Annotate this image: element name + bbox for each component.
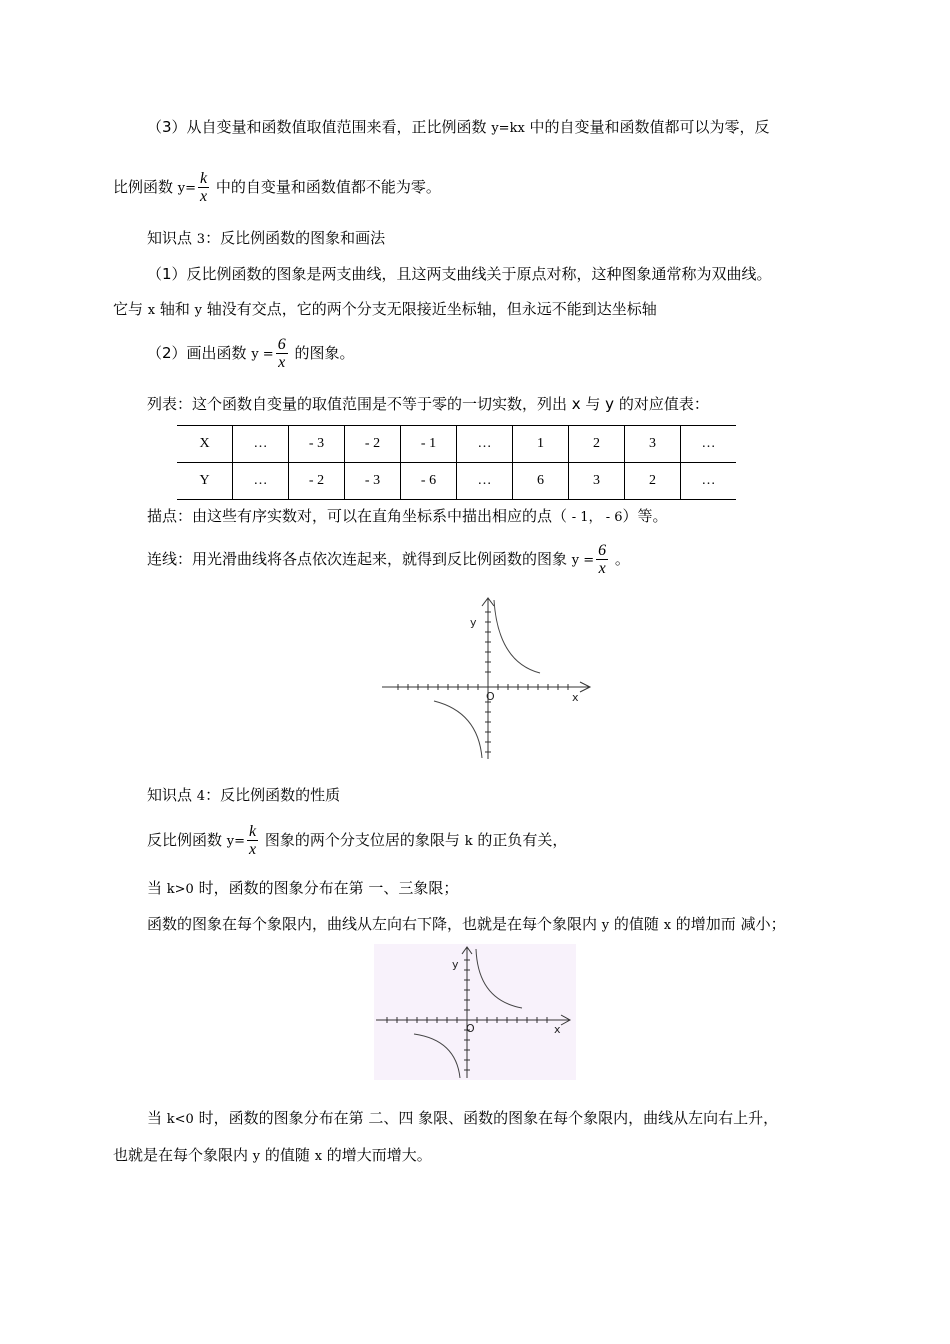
text: 比例函数 xyxy=(113,178,178,196)
origin-label: O xyxy=(486,690,495,703)
table-cell: 6 xyxy=(513,463,569,500)
fraction-denominator: x xyxy=(596,559,608,577)
hyperbola-graph-2 xyxy=(374,944,576,1080)
var-y: y xyxy=(601,918,610,933)
text: 的正负有关， xyxy=(472,831,568,849)
condition-k-lt-0: k<0 xyxy=(166,1112,194,1127)
table-cell: - 3 xyxy=(345,463,401,500)
text: （3）从自变量和函数值取值范围来看，正比例函数 xyxy=(147,118,492,136)
text: 轴和 xyxy=(155,300,195,318)
var-y: y xyxy=(252,1149,261,1164)
fraction-numerator: k xyxy=(200,170,208,187)
formula-y: y= xyxy=(226,834,246,849)
table-cell: … xyxy=(233,463,289,500)
paragraph-increasing xyxy=(113,1145,432,1167)
fraction-k-over-x xyxy=(198,170,209,205)
fraction-numerator: 6 xyxy=(598,542,607,559)
table-cell: 2 xyxy=(569,426,625,463)
knowledge-point-4-heading xyxy=(147,785,340,807)
text: 中的自变量和函数值都不能为零。 xyxy=(211,178,441,196)
paragraph-1-hyperbola: （1）反比例函数的图象是两支曲线，且这两支曲线关于原点对称，这种图象通常称为双曲线。 xyxy=(147,265,772,283)
fraction-k-over-x xyxy=(247,823,258,858)
paragraph-3-line1 xyxy=(147,117,770,139)
hyperbola-branch-q3 xyxy=(434,701,482,758)
formula-y: y= xyxy=(177,181,197,196)
graph-background xyxy=(374,944,576,1080)
text: 知识点 xyxy=(147,786,197,804)
paragraph-k-positive xyxy=(147,878,458,900)
text: 知识点 xyxy=(147,229,197,247)
text: （2）画出函数 xyxy=(147,344,252,362)
table-cell: … xyxy=(457,426,513,463)
point-coords: - 1， - 6 xyxy=(571,510,623,525)
paragraph-1-hyperbola-cont xyxy=(113,299,657,321)
paragraph-k-negative xyxy=(147,1108,778,1130)
text: 中的自变量和函数值都可以为零，反 xyxy=(524,118,770,136)
table-cell: - 6 xyxy=(401,463,457,500)
knowledge-point-3-heading xyxy=(147,228,385,250)
hyperbola-graph-1 xyxy=(380,594,595,762)
text: 函数的图象在每个象限内，曲线从左向右下降，也就是在每个象限内 xyxy=(147,915,602,933)
table-cell: 3 xyxy=(625,426,681,463)
var-x: x xyxy=(147,303,156,318)
paragraph-2-draw xyxy=(147,330,354,378)
paragraph-list-table: 列表：这个函数自变量的取值范围是不等于零的一切实数，列出 x 与 y 的对应值表： xyxy=(147,395,709,413)
table-cell: 1 xyxy=(513,426,569,463)
text: 的增加而 减小； xyxy=(671,915,786,933)
table-cell: … xyxy=(681,426,737,463)
text: 轴没有交点，它的两个分支无限接近坐标轴，但永远不能到达坐标轴 xyxy=(202,300,657,318)
var-y: y xyxy=(194,303,203,318)
condition-k-gt-0: k>0 xyxy=(166,882,194,897)
text: 时，函数的图象分布在第 一、三象限； xyxy=(193,879,459,897)
paragraph-decreasing xyxy=(147,914,786,936)
text: 也就是在每个象限内 xyxy=(113,1146,253,1164)
x-axis-label: x xyxy=(554,1023,561,1036)
paragraph-plot-points xyxy=(147,506,668,528)
text: 。 xyxy=(610,550,630,568)
table-cell: - 2 xyxy=(345,426,401,463)
var-k: k xyxy=(464,834,473,849)
x-axis-label: x xyxy=(572,691,579,704)
formula-y: y = xyxy=(251,347,274,362)
fraction-denominator: x xyxy=(276,353,288,371)
text: 的图象。 xyxy=(289,344,355,362)
table-cell: - 1 xyxy=(401,426,457,463)
fraction-numerator: 6 xyxy=(277,336,286,353)
text: 连线：用光滑曲线将各点依次连起来，就得到反比例函数的图象 xyxy=(147,550,572,568)
fraction-numerator: k xyxy=(249,823,257,840)
var-x: x xyxy=(663,918,672,933)
text: 当 xyxy=(147,1109,167,1127)
table-cell: - 2 xyxy=(289,463,345,500)
fraction-6-over-x xyxy=(276,336,288,371)
text: 的值随 xyxy=(260,1146,315,1164)
text: 反比例函数 xyxy=(147,831,227,849)
y-axis-label: y xyxy=(452,958,459,971)
table-cell: … xyxy=(233,426,289,463)
fraction-denominator: x xyxy=(200,188,208,205)
hyperbola-branch-q1 xyxy=(494,600,540,673)
text: ：反比例函数的图象和画法 xyxy=(205,229,386,247)
table-row-x xyxy=(177,426,736,463)
text: 当 xyxy=(147,879,167,897)
fraction-6-over-x xyxy=(596,542,608,577)
text: 时，函数的图象分布在第 二、四 象限、函数的图象在每个象限内，曲线从左向右上升， xyxy=(193,1109,779,1127)
value-table xyxy=(177,425,736,500)
text: 的增大而增大。 xyxy=(322,1146,432,1164)
paragraph-3-line2 xyxy=(113,162,441,214)
table-cell: - 3 xyxy=(289,426,345,463)
table-cell: 3 xyxy=(569,463,625,500)
text: 描点：由这些有序实数对，可以在直角坐标系中描出相应的点（ xyxy=(147,507,572,525)
table-cell: Y xyxy=(177,463,233,500)
number: 4 xyxy=(196,789,206,804)
table-cell: 2 xyxy=(625,463,681,500)
text: 的值随 xyxy=(609,915,664,933)
number: 3 xyxy=(196,232,206,247)
paragraph-connect xyxy=(147,536,630,584)
table-row-y xyxy=(177,463,736,500)
y-axis-label: y xyxy=(470,616,477,629)
formula-y: y = xyxy=(571,553,595,568)
table-cell: … xyxy=(457,463,513,500)
text: ：反比例函数的性质 xyxy=(205,786,341,804)
fraction-denominator: x xyxy=(249,841,257,858)
formula-y-kx: y=kx xyxy=(491,121,525,136)
table-cell: X xyxy=(177,426,233,463)
var-x: x xyxy=(314,1149,323,1164)
paragraph-properties xyxy=(147,817,567,865)
text: ）等。 xyxy=(622,507,668,525)
origin-label: O xyxy=(466,1022,475,1035)
text: 它与 xyxy=(113,300,148,318)
table-cell: … xyxy=(681,463,737,500)
text: 图象的两个分支位居的象限与 xyxy=(260,831,465,849)
